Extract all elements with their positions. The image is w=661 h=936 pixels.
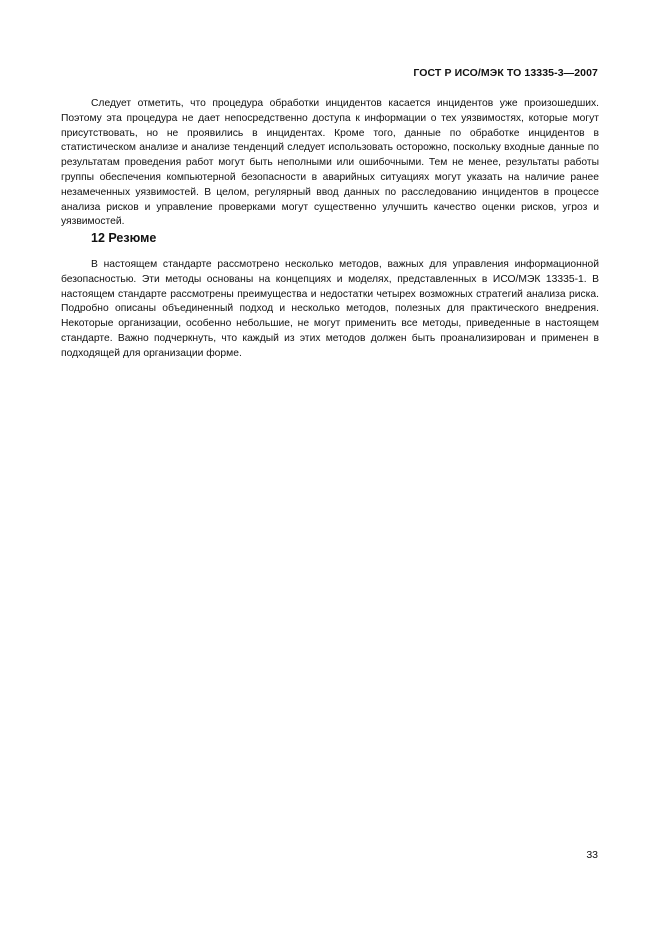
running-header-document-code: ГОСТ Р ИСО/МЭК ТО 13335-3—2007	[413, 67, 598, 79]
paragraph-summary: В настоящем стандарте рассмотрено несколько методов, важных для управления информационной безопасностью. Эти методы основаны на концепциях и моделях, представленных в ИСО/МЭК 13335-1. В настоящем стандарте рассмотрены преимущества и недостатки четырех возможных стратегий анализа риска. Подробно описаны объединенный подход и несколько методов, полезных для практического внедрения. Некоторые организации, особенно небольшие, не могут применить все методы, приведенные в настоящем стандарте. Важно подчеркнуть, что каждый из этих методов должен быть проанализирован и применен в подходящей для организации форме.	[61, 259, 599, 359]
section-heading-summary: 12 Резюме	[91, 231, 157, 245]
paragraph-incident-handling: Следует отметить, что процедура обработки инцидентов касается инцидентов уже произошедших. Поэтому эта процедура не дает непосредственно доступа к информации о тех уязвимостях, которые могут присутствовать, но не проявились в инцидентах. Кроме того, данные по обработке инцидентов в статистическом анализе и анализе тенденций следует использовать осторожно, поскольку входные данные по результатам проведения работ могут быть неполными или ошибочными. Тем не менее, результаты работы группы обеспечения компьютерной безопасности в аварийных ситуациях могут указать на наличие ранее незамеченных уязвимостей. В целом, регулярный ввод данных по расследованию инцидентов в процессе анализа рисков и управление проверками могут существенно улучшить качество оценки рисков, угроз и уязвимостей.	[61, 98, 599, 228]
page-number: 33	[586, 849, 598, 861]
